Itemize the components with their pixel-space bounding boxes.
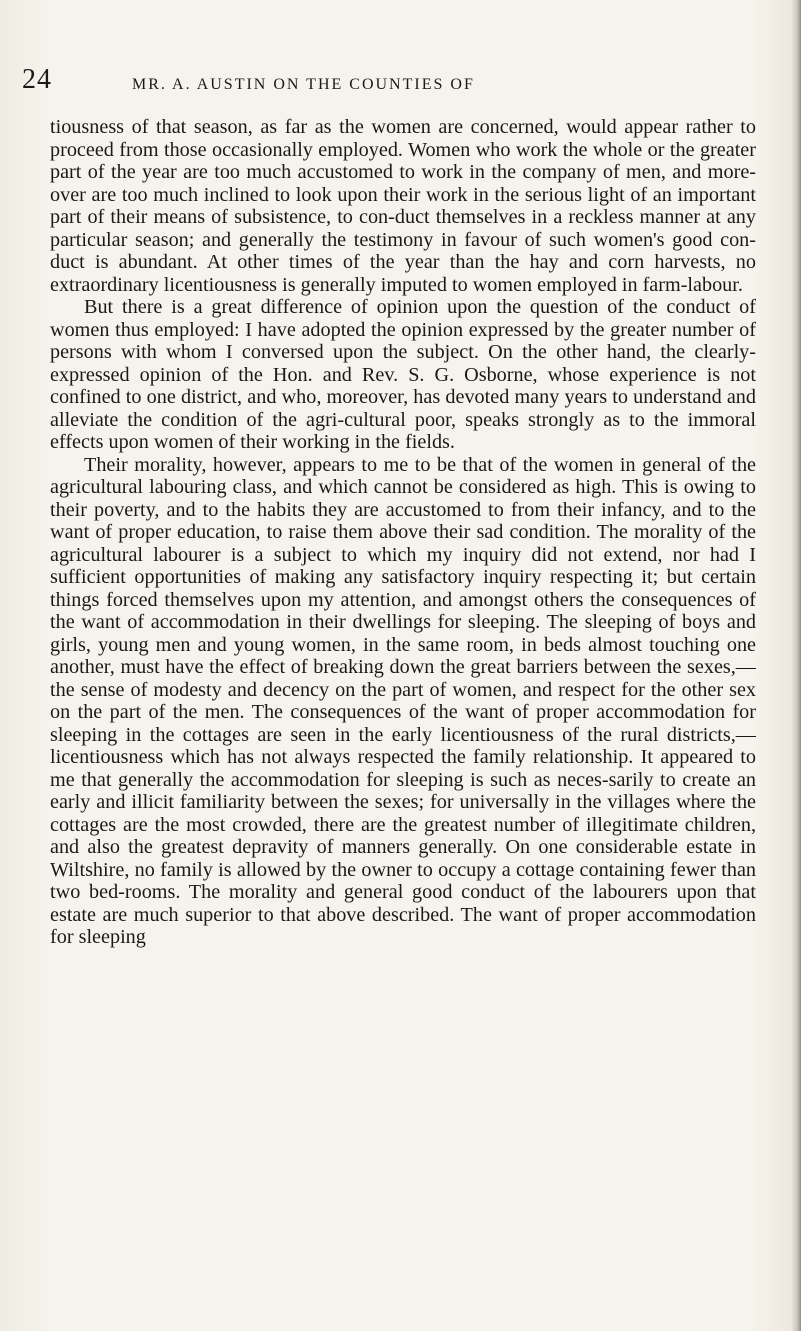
page-header — [22, 64, 782, 104]
page-edge-shadow — [791, 0, 801, 1331]
paragraph-1: tiousness of that season, as far as the women are concerned, would appear rather to proceed from those occasionally employed. Women who work the whole or the greater part of the year are too much accustomed to work in the company of men, and more-over are too much inclined to look upon their work in the serious light of an important part of their means of subsistence, to con-duct themselves in a reckless manner at any particular season; and generally the testimony in favour of such women's good con-duct is abundant. At other times of the year than the hay and corn harvests, no extraordinary licentiousness is generally imputed to women employed in farm-labour. — [50, 116, 756, 296]
paragraph-3: Their morality, however, appears to me to be that of the women in general of the agricultural labouring class, and which cannot be considered as high. This is owing to their poverty, and to the habits they are accustomed to from their infancy, and to the want of proper education, to raise them above their sad condition. The morality of the agricultural labourer is a subject to which my inquiry did not extend, nor had I sufficient opportunities of making any satisfactory inquiry respecting it; but certain things forced themselves upon my attention, and amongst others the consequences of the want of accommodation in their dwellings for sleeping. The sleeping of boys and girls, young men and young women, in the same room, in beds almost touching one another, must have the effect of breaking down the great barriers between the sexes,—the sense of modesty and decency on the part of women, and respect for the other sex on the part of the men. The consequences of the want of proper accommodation for sleeping in the cottages are seen in the early licentiousness of the rural districts,—licentiousness which has not always respected the family relationship. It appeared to me that generally the accommodation for sleeping is such as neces-sarily to create an early and illicit familiarity between the sexes; for universally in the villages where the cottages are the most crowded, there are the greatest number of illegitimate children, and also the greatest depravity of manners generally. On one considerable estate in Wiltshire, no family is allowed by the owner to occupy a cottage containing fewer than two bed-rooms. The morality and general good conduct of the labourers upon that estate are much superior to that above described. The want of proper accommodation for sleeping — [50, 453, 756, 948]
paragraph-2: But there is a great difference of opinion upon the question of the conduct of women thus employed: I have adopted the opinion expressed by the greater number of persons with whom I conversed upon the subject. On the other hand, the clearly-expressed opinion of the Hon. and Rev. S. G. Osborne, whose experience is not confined to one district, and who, moreover, has devoted many years to understand and alleviate the condition of the agri-cultural poor, speaks strongly as to the immoral effects upon women of their working in the fields. — [50, 296, 756, 453]
body-text — [50, 116, 756, 949]
running-head: MR. A. AUSTIN ON THE COUNTIES OF — [132, 76, 475, 93]
page-number: 24 — [22, 64, 52, 95]
